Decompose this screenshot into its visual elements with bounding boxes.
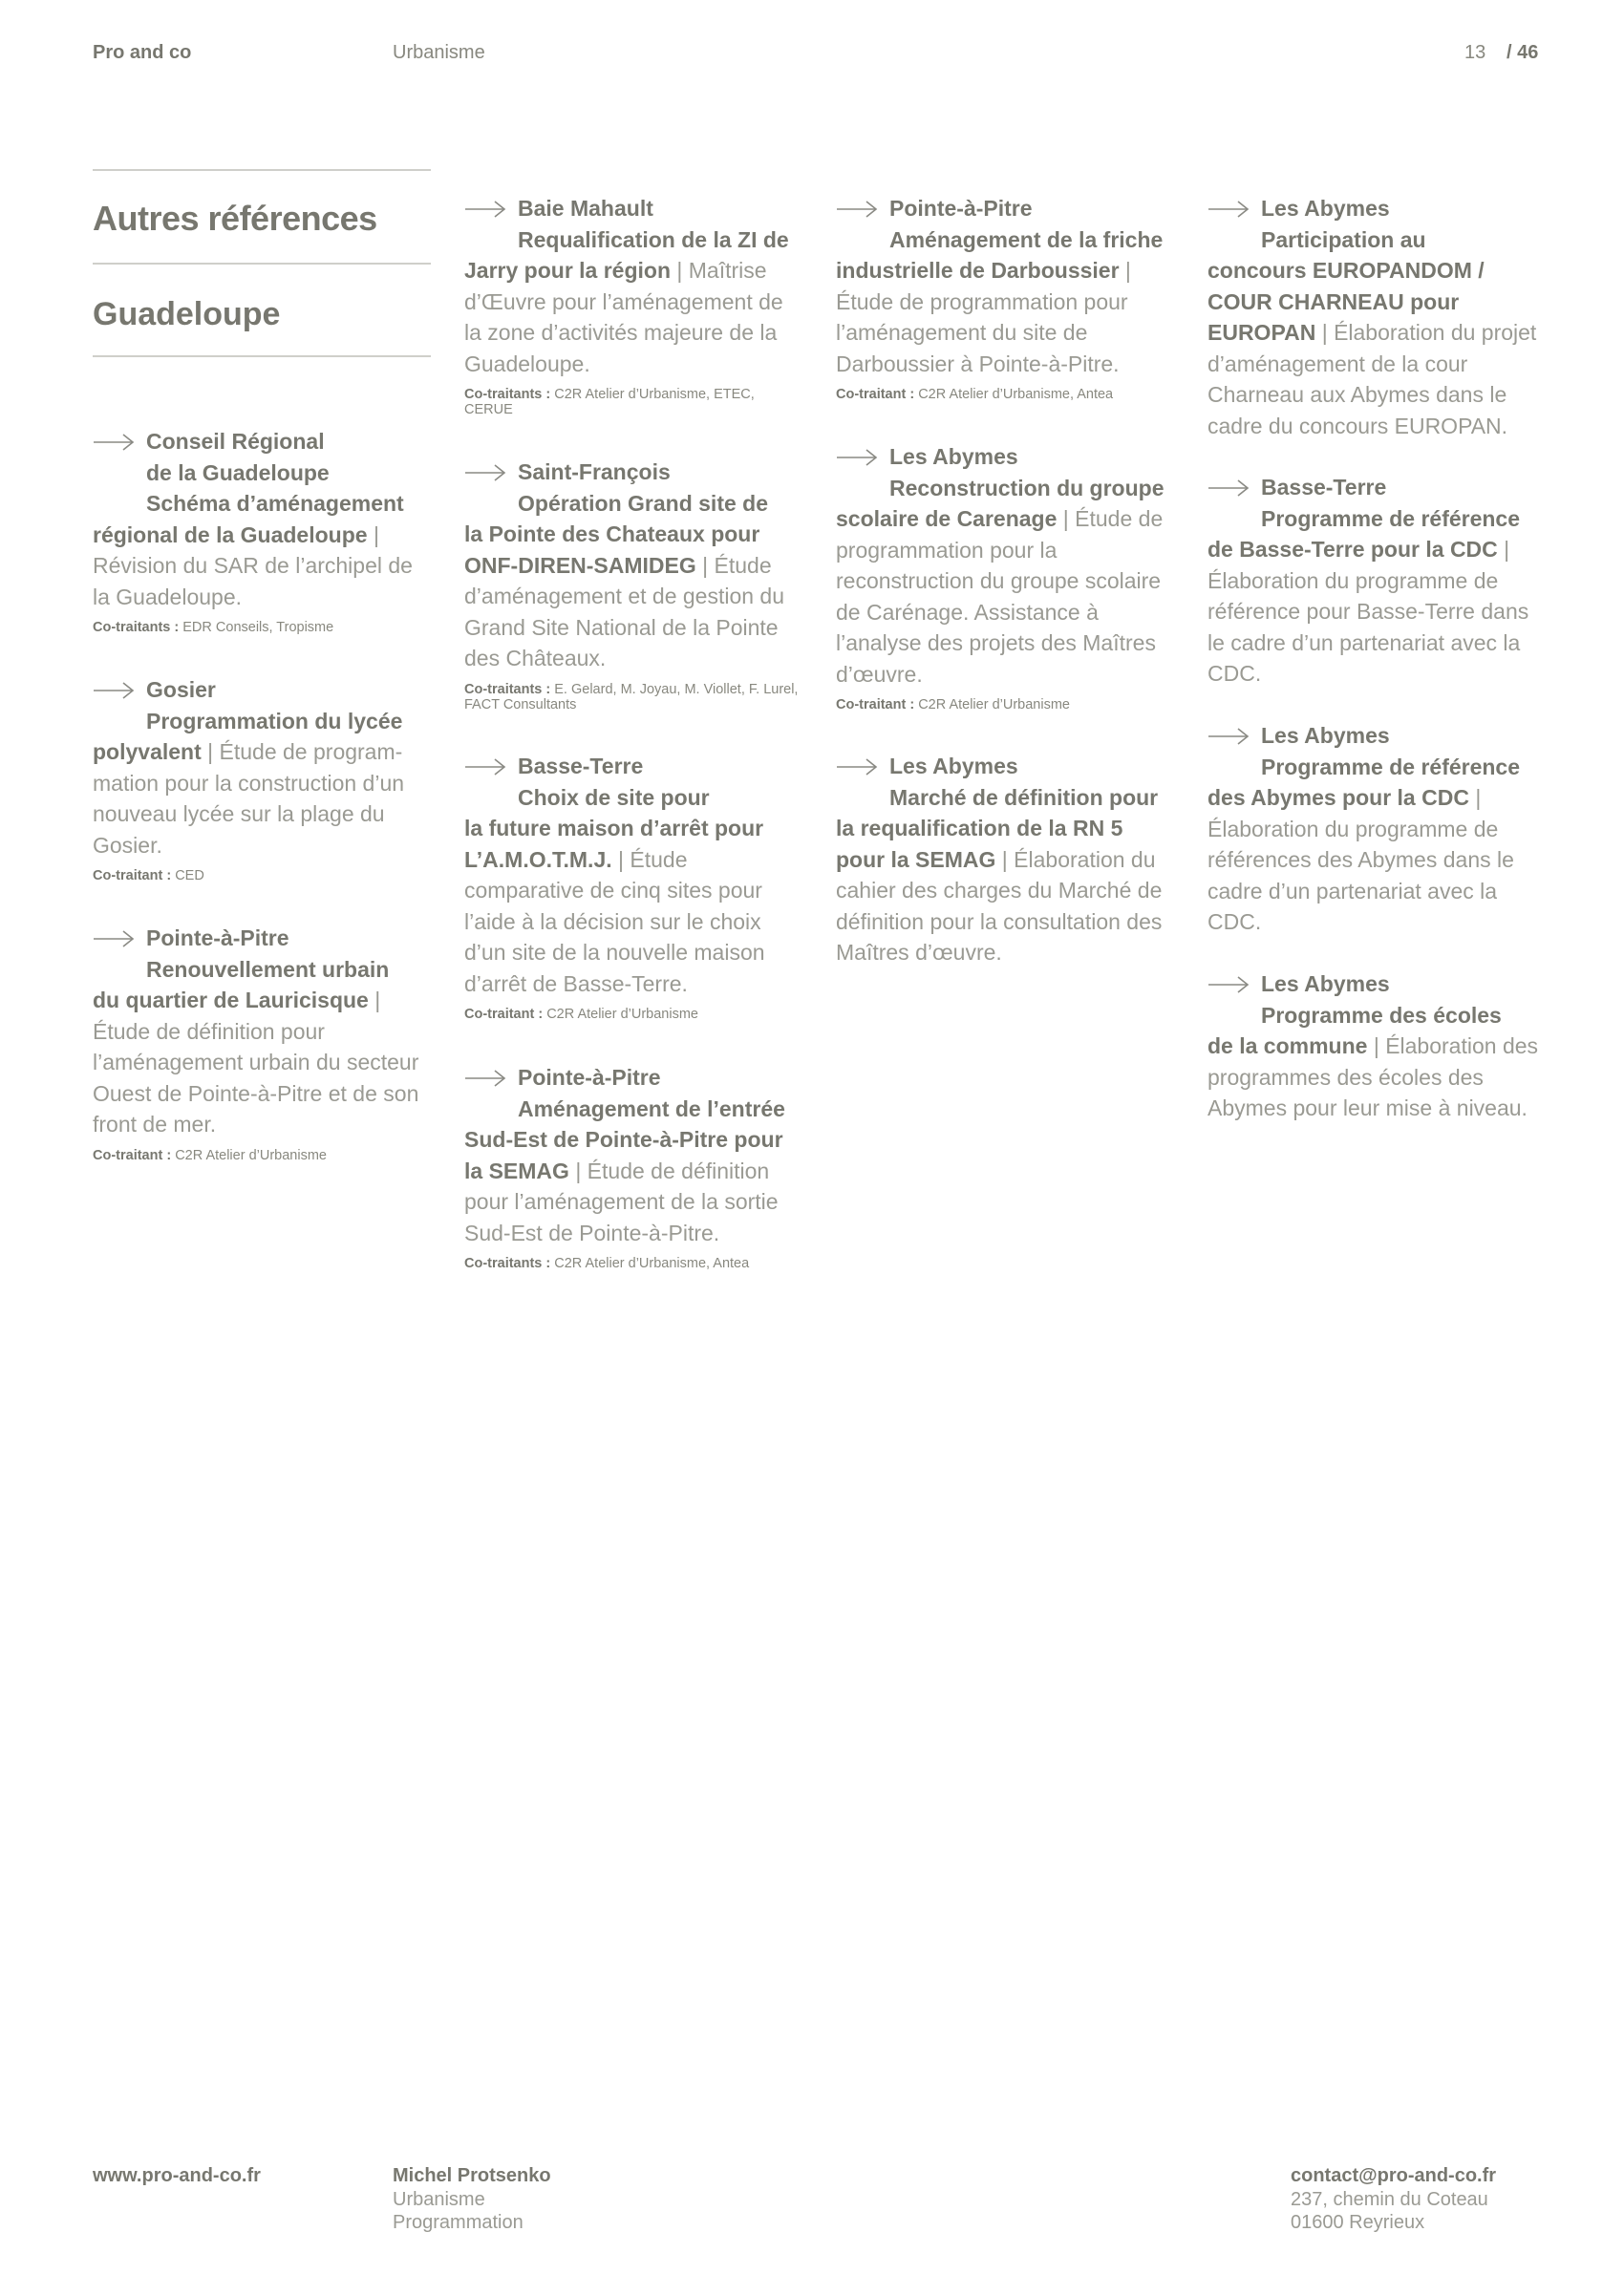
brand-name: Pro and co	[93, 42, 192, 63]
entry-co-contractors: Co-traitant : C2R Atelier d’Urbanisme	[93, 1147, 327, 1163]
footer-role-1: Urbanisme	[393, 2188, 485, 2210]
reference-entry	[93, 674, 431, 883]
entry-place: Les Abymes	[889, 754, 1018, 778]
entry-title-rest: scolaire de Carenage	[836, 506, 1058, 531]
entry-description: | Élaboration du programme de références des Abymes dans le cadre d’un partenariat avec la CDC.	[1207, 785, 1514, 934]
entry-description: | Élaboration du cahier des charges du Marché de définition pour la consultation des Maîtres d’œuvre.	[836, 846, 1163, 965]
arrow-right-icon	[1207, 975, 1250, 994]
reference-entry	[1207, 968, 1546, 1124]
entry-title-line: Aménagement de la friche	[889, 226, 1164, 252]
footer-role-2: Programmation	[393, 2212, 524, 2233]
arrow-right-icon	[1207, 200, 1250, 219]
arrow-right-icon	[464, 757, 506, 776]
divider	[93, 355, 431, 357]
footer-address-line-1: 237, chemin du Coteau	[1291, 2188, 1488, 2210]
entry-place: Pointe-à-Pitre	[889, 196, 1033, 221]
entry-description: | Maîtrise d’Œuvre pour l’aménagement de la zone d’activités majeure de la Guadeloupe.	[464, 258, 783, 376]
reference-entry	[1207, 472, 1546, 690]
entry-title-line: Opération Grand site de	[518, 490, 768, 516]
arrow-right-icon	[464, 200, 506, 219]
entry-title-line: Reconstruction du groupe	[889, 475, 1165, 500]
entry-place: Les Abymes	[1261, 723, 1390, 748]
entry-co-contractors: Co-traitant : C2R Atelier d’Urbanisme	[464, 1007, 698, 1022]
arrow-right-icon	[836, 757, 878, 776]
entry-description: | Étude de définition pour l’aménagement de la sortie Sud-Est de Pointe-à-Pitre.	[464, 1158, 779, 1245]
arrow-right-icon	[836, 200, 878, 219]
arrow-right-icon	[1207, 478, 1250, 498]
entry-title-rest: des Abymes pour la CDC	[1207, 785, 1469, 810]
reference-entry	[93, 923, 431, 1163]
entry-place: Saint-François	[518, 459, 671, 484]
arrow-right-icon	[93, 433, 135, 452]
entry-title-line: de la Guadeloupe	[146, 459, 330, 485]
entry-title-line: Choix de site pour	[518, 784, 710, 810]
reference-entry	[464, 751, 802, 1022]
reference-entry	[836, 751, 1174, 968]
entry-title-rest: industrielle de Darboussier	[836, 258, 1120, 283]
entry-co-contractors: Co-traitant : CED	[93, 868, 204, 883]
entry-title-rest: de la commune	[1207, 1033, 1368, 1058]
entry-co-contractors: Co-traitant : C2R Atelier d’Urbanisme, Antea	[836, 387, 1114, 402]
entry-title-rest: de Basse-Terre pour la CDC	[1207, 537, 1498, 562]
entry-place: Les Abymes	[1261, 971, 1390, 996]
entry-place: Pointe-à-Pitre	[146, 925, 289, 950]
entry-title-line: Programme des écoles	[1261, 1002, 1502, 1028]
footer-address	[1291, 2164, 1496, 2235]
arrow-right-icon	[93, 929, 135, 948]
entry-title-line: Aménagement de l’entrée	[518, 1095, 785, 1121]
entry-title-rest: du quartier de Lauricisque	[93, 988, 369, 1012]
footer-name: Michel Protsenko	[393, 2165, 551, 2186]
page-number: 13	[1464, 42, 1486, 63]
entry-title-rest: Sud-Est de Pointe-à-Pitre pour la SEMAG	[464, 1127, 783, 1183]
footer-email[interactable]: contact@pro-and-co.fr	[1291, 2165, 1497, 2186]
entry-co-contractors: Co-traitants : C2R Atelier d’Urbanisme, Antea	[464, 1256, 750, 1271]
entry-title-line: Requalification de la ZI de	[518, 226, 789, 252]
page-total: / 46	[1506, 42, 1539, 63]
entry-place: Conseil Régional	[146, 429, 325, 454]
entry-place: Basse-Terre	[518, 754, 644, 778]
reference-entry	[464, 1062, 802, 1271]
arrow-right-icon	[836, 448, 878, 467]
entry-description: | Étude de définition pour l’aménagement urbain du secteur Ouest de Pointe-à-Pitre et de son front de mer.	[93, 988, 419, 1137]
page-title: Autres références	[93, 199, 377, 238]
entry-title-line: Schéma d’aménagement	[146, 491, 404, 516]
entry-description: | Élaboration du programme de référence pour Basse-Terre dans le cadre d’un partenariat avec la CDC.	[1207, 537, 1529, 686]
entry-title-rest: la Pointe des Chateaux pour ONF-DIREN-SAMIDEG	[464, 521, 760, 578]
arrow-right-icon	[93, 681, 135, 700]
reference-entry	[464, 457, 802, 712]
entry-place: Les Abymes	[889, 444, 1018, 469]
entry-title-line: Marché de définition pour	[889, 784, 1159, 810]
entry-title-line: Renouvellement urbain	[146, 956, 390, 982]
entry-title-rest: régional de la Guadeloupe	[93, 521, 368, 547]
entry-place: Basse-Terre	[1261, 475, 1387, 500]
divider	[93, 263, 431, 265]
region-heading: Guadeloupe	[93, 296, 281, 332]
entry-title-rest: concours EUROPANDOM / COUR CHARNEAU pour EUROPAN	[1207, 258, 1485, 345]
footer-address-line-2: 01600 Reyrieux	[1291, 2212, 1425, 2233]
reference-entry	[1207, 720, 1546, 938]
entry-co-contractors: Co-traitant : C2R Atelier d’Urbanisme	[836, 697, 1070, 712]
entry-description: | Élaboration du projet d’aménagement de la cour Charneau aux Abymes dans le cadre du concours EUROPAN.	[1207, 320, 1537, 438]
divider	[93, 169, 431, 171]
entry-co-contractors: Co-traitants : E. Gelard, M. Joyau, M. Viollet, F. Lurel, FACT Consultants	[464, 681, 799, 712]
footer-contact-person	[393, 2164, 551, 2235]
entry-title-line: Participation au	[1261, 226, 1426, 252]
entry-description: | Étude de programmation pour l’aménagement du site de Darboussier à Pointe-à-Pitre.	[836, 258, 1131, 376]
entry-description: | Élaboration des programmes des écoles des Abymes pour leur mise à niveau.	[1207, 1033, 1539, 1120]
reference-entry	[836, 441, 1174, 712]
entry-title-rest: la requalification de la RN 5 pour la SEMAG	[836, 816, 1123, 872]
entry-title-line: Programmation du lycée	[146, 708, 403, 733]
reference-entry	[93, 426, 431, 635]
arrow-right-icon	[464, 1069, 506, 1088]
entry-description: | Étude de program-mation pour la construction d’un nouveau lycée sur la plage du Gosier.	[93, 739, 405, 858]
entry-description: | Étude comparative de cinq sites pour l’aide à la décision sur le choix d’un site de la nouvelle maison d’arrêt de Basse-Terre.	[464, 846, 765, 996]
entry-place: Gosier	[146, 677, 216, 702]
reference-entry	[836, 193, 1174, 402]
entry-co-contractors: Co-traitants : C2R Atelier d’Urbanisme, ETEC, CERUE	[464, 387, 755, 417]
entry-description: | Étude de programmation pour la reconstruction du groupe scolaire de Carénage. Assistance à l’analyse des projets des Maîtres d’œuvre.	[836, 506, 1164, 687]
entry-title-line: Programme de référence	[1261, 754, 1521, 779]
arrow-right-icon	[464, 463, 506, 482]
section-name: Urbanisme	[393, 42, 485, 63]
entry-title-rest: Jarry pour la région	[464, 258, 672, 283]
entry-place: Les Abymes	[1261, 196, 1390, 221]
footer-website[interactable]: www.pro-and-co.fr	[93, 2165, 261, 2186]
arrow-right-icon	[1207, 727, 1250, 746]
entry-place: Pointe-à-Pitre	[518, 1065, 661, 1090]
entry-title-line: Programme de référence	[1261, 505, 1521, 531]
entry-co-contractors: Co-traitants : EDR Conseils, Tropisme	[93, 620, 334, 635]
entry-place: Baie Mahault	[518, 196, 653, 221]
entry-description: | Révision du SAR de l’archipel de la Guadeloupe.	[93, 521, 413, 609]
entry-title-rest: la future maison d’arrêt pour L’A.M.O.T.M.J.	[464, 816, 764, 872]
reference-entry	[1207, 193, 1546, 441]
entry-title-rest: polyvalent	[93, 739, 202, 764]
reference-entry	[464, 193, 802, 417]
entry-description: | Étude d’aménagement et de gestion du Grand Site National de la Pointe des Châteaux.	[464, 552, 785, 670]
